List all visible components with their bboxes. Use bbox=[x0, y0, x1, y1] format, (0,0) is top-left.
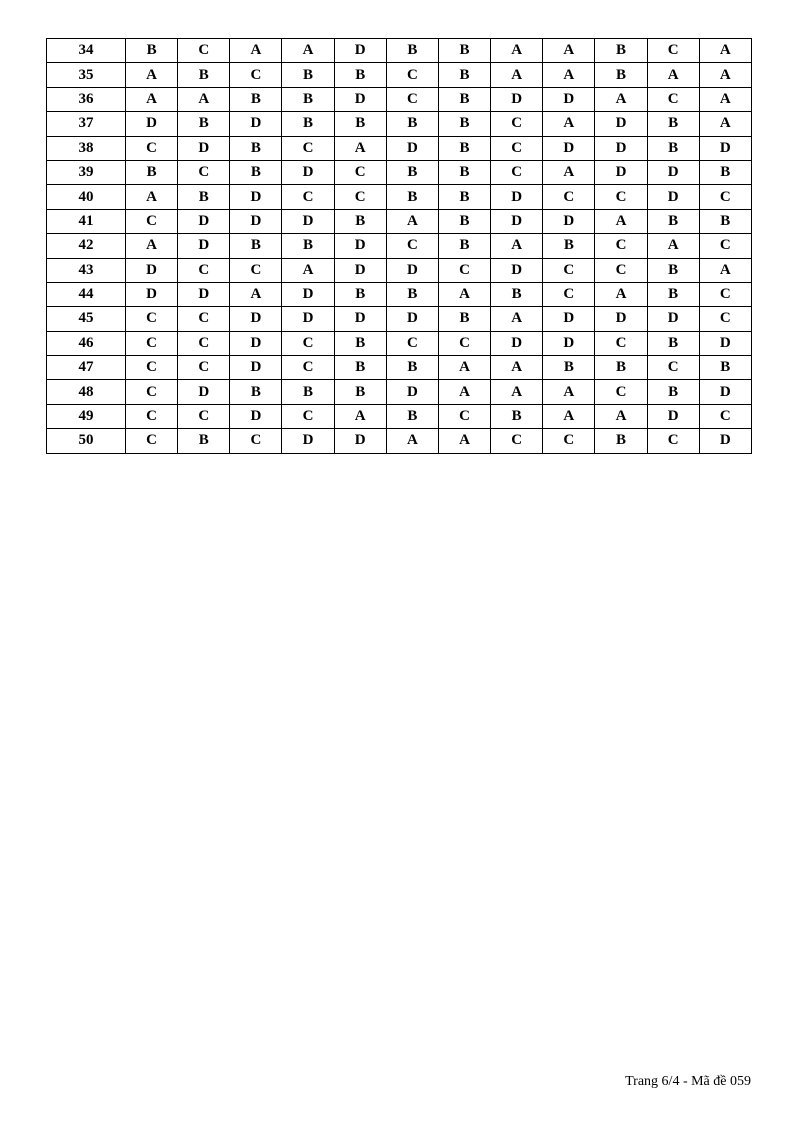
answer-cell: C bbox=[126, 356, 178, 380]
answer-cell: A bbox=[126, 87, 178, 111]
answer-cell: B bbox=[386, 356, 438, 380]
answer-cell: B bbox=[334, 112, 386, 136]
answer-cell: C bbox=[595, 380, 647, 404]
answer-cell: D bbox=[699, 331, 751, 355]
table-row bbox=[47, 429, 752, 453]
answer-cell: A bbox=[595, 282, 647, 306]
answer-cell: D bbox=[230, 112, 282, 136]
question-number: 37 bbox=[47, 112, 126, 136]
answer-cell: B bbox=[282, 380, 334, 404]
answer-cell: B bbox=[543, 356, 595, 380]
answer-cell: A bbox=[543, 404, 595, 428]
answer-cell: B bbox=[230, 160, 282, 184]
answer-cell: C bbox=[438, 258, 490, 282]
question-number: 39 bbox=[47, 160, 126, 184]
answer-cell: C bbox=[491, 112, 543, 136]
answer-cell: B bbox=[491, 282, 543, 306]
answer-cell: C bbox=[334, 160, 386, 184]
answer-cell: D bbox=[543, 87, 595, 111]
question-number: 45 bbox=[47, 307, 126, 331]
answer-cell: B bbox=[595, 39, 647, 63]
answer-cell: B bbox=[386, 404, 438, 428]
answer-cell: B bbox=[647, 136, 699, 160]
question-number: 40 bbox=[47, 185, 126, 209]
answer-cell: B bbox=[543, 234, 595, 258]
answer-cell: B bbox=[699, 209, 751, 233]
question-number: 36 bbox=[47, 87, 126, 111]
answer-cell: A bbox=[282, 258, 334, 282]
question-number: 41 bbox=[47, 209, 126, 233]
answer-cell: B bbox=[178, 429, 230, 453]
table-row bbox=[47, 331, 752, 355]
answer-cell: C bbox=[647, 39, 699, 63]
answer-cell: C bbox=[282, 185, 334, 209]
answer-cell: D bbox=[543, 136, 595, 160]
question-number: 50 bbox=[47, 429, 126, 453]
answer-cell: D bbox=[334, 307, 386, 331]
answer-cell: A bbox=[438, 356, 490, 380]
answer-cell: D bbox=[230, 331, 282, 355]
question-number: 49 bbox=[47, 404, 126, 428]
answer-cell: C bbox=[126, 380, 178, 404]
answer-cell: D bbox=[178, 136, 230, 160]
answer-cell: B bbox=[647, 258, 699, 282]
answer-cell: A bbox=[543, 39, 595, 63]
answer-cell: B bbox=[438, 185, 490, 209]
answer-cell: A bbox=[491, 234, 543, 258]
answer-cell: C bbox=[386, 331, 438, 355]
answer-cell: D bbox=[282, 307, 334, 331]
answer-cell: B bbox=[282, 112, 334, 136]
answer-cell: C bbox=[647, 429, 699, 453]
answer-cell: B bbox=[699, 160, 751, 184]
table-row bbox=[47, 356, 752, 380]
answer-cell: A bbox=[543, 380, 595, 404]
answer-cell: C bbox=[282, 404, 334, 428]
answer-cell: D bbox=[699, 380, 751, 404]
answer-cell: C bbox=[126, 307, 178, 331]
answer-cell: B bbox=[126, 39, 178, 63]
table-row bbox=[47, 160, 752, 184]
answer-cell: D bbox=[543, 307, 595, 331]
answer-cell: C bbox=[126, 331, 178, 355]
answer-cell: C bbox=[699, 234, 751, 258]
answer-cell: A bbox=[438, 282, 490, 306]
answer-cell: B bbox=[386, 282, 438, 306]
answer-cell: C bbox=[178, 39, 230, 63]
answer-cell: C bbox=[438, 331, 490, 355]
answer-cell: A bbox=[699, 258, 751, 282]
answer-cell: B bbox=[438, 87, 490, 111]
question-number: 44 bbox=[47, 282, 126, 306]
answer-cell: D bbox=[178, 380, 230, 404]
answer-cell: C bbox=[126, 209, 178, 233]
answer-cell: A bbox=[647, 63, 699, 87]
answer-cell: C bbox=[647, 87, 699, 111]
answer-cell: D bbox=[595, 307, 647, 331]
answer-cell: D bbox=[491, 331, 543, 355]
answer-cell: B bbox=[334, 63, 386, 87]
answer-cell: D bbox=[543, 209, 595, 233]
answer-cell: D bbox=[334, 87, 386, 111]
answer-cell: A bbox=[491, 307, 543, 331]
table-row bbox=[47, 39, 752, 63]
answer-cell: A bbox=[647, 234, 699, 258]
answer-cell: A bbox=[178, 87, 230, 111]
table-row bbox=[47, 112, 752, 136]
answer-cell: D bbox=[699, 429, 751, 453]
answer-cell: D bbox=[178, 209, 230, 233]
answer-cell: C bbox=[178, 307, 230, 331]
answer-cell: A bbox=[543, 160, 595, 184]
answer-cell: A bbox=[595, 209, 647, 233]
answer-cell: D bbox=[126, 282, 178, 306]
answer-cell: D bbox=[491, 209, 543, 233]
answer-cell: C bbox=[334, 185, 386, 209]
answer-cell: C bbox=[543, 429, 595, 453]
table-row bbox=[47, 234, 752, 258]
answer-cell: C bbox=[647, 356, 699, 380]
answer-cell: C bbox=[491, 160, 543, 184]
answer-cell: D bbox=[230, 356, 282, 380]
answer-cell: C bbox=[282, 331, 334, 355]
answer-cell: B bbox=[230, 87, 282, 111]
answer-cell: D bbox=[647, 404, 699, 428]
answer-cell: A bbox=[543, 63, 595, 87]
answer-cell: B bbox=[438, 307, 490, 331]
answer-cell: D bbox=[334, 234, 386, 258]
answer-cell: B bbox=[386, 112, 438, 136]
answer-cell: D bbox=[334, 258, 386, 282]
answer-cell: B bbox=[334, 356, 386, 380]
answer-cell: B bbox=[438, 234, 490, 258]
answer-cell: C bbox=[386, 87, 438, 111]
table-row bbox=[47, 404, 752, 428]
answer-cell: C bbox=[126, 429, 178, 453]
answer-cell: C bbox=[282, 356, 334, 380]
answer-cell: D bbox=[126, 112, 178, 136]
table-row bbox=[47, 282, 752, 306]
answer-cell: A bbox=[491, 356, 543, 380]
answer-cell: C bbox=[126, 404, 178, 428]
answer-cell: B bbox=[699, 356, 751, 380]
answer-cell: D bbox=[230, 185, 282, 209]
answer-cell: B bbox=[334, 331, 386, 355]
answer-cell: A bbox=[595, 87, 647, 111]
answer-cell: C bbox=[230, 258, 282, 282]
table-row bbox=[47, 307, 752, 331]
answer-cell: D bbox=[282, 429, 334, 453]
question-number: 48 bbox=[47, 380, 126, 404]
answer-cell: D bbox=[334, 429, 386, 453]
question-number: 46 bbox=[47, 331, 126, 355]
answer-cell: C bbox=[230, 63, 282, 87]
answer-cell: D bbox=[595, 112, 647, 136]
answer-cell: A bbox=[282, 39, 334, 63]
answer-cell: B bbox=[438, 160, 490, 184]
answer-cell: A bbox=[491, 39, 543, 63]
answer-cell: C bbox=[595, 185, 647, 209]
answer-cell: D bbox=[334, 39, 386, 63]
answer-cell: A bbox=[230, 282, 282, 306]
answer-cell: C bbox=[543, 258, 595, 282]
answer-cell: B bbox=[647, 112, 699, 136]
answer-cell: C bbox=[178, 356, 230, 380]
answer-cell: D bbox=[543, 331, 595, 355]
answer-cell: C bbox=[438, 404, 490, 428]
answer-cell: D bbox=[595, 160, 647, 184]
answer-cell: C bbox=[491, 429, 543, 453]
answer-cell: B bbox=[438, 112, 490, 136]
answer-cell: B bbox=[282, 234, 334, 258]
answer-cell: A bbox=[386, 209, 438, 233]
answer-cell: B bbox=[386, 160, 438, 184]
answer-cell: C bbox=[595, 331, 647, 355]
answer-cell: B bbox=[491, 404, 543, 428]
answer-cell: A bbox=[543, 112, 595, 136]
answer-cell: D bbox=[282, 282, 334, 306]
answer-cell: A bbox=[491, 63, 543, 87]
answer-cell: C bbox=[699, 185, 751, 209]
answer-cell: B bbox=[438, 63, 490, 87]
answer-cell: B bbox=[647, 282, 699, 306]
answer-cell: B bbox=[178, 63, 230, 87]
answer-cell: D bbox=[126, 258, 178, 282]
answer-cell: C bbox=[595, 234, 647, 258]
answer-cell: D bbox=[178, 234, 230, 258]
answer-cell: C bbox=[178, 404, 230, 428]
answer-cell: B bbox=[126, 160, 178, 184]
answer-cell: C bbox=[178, 331, 230, 355]
answer-cell: B bbox=[386, 185, 438, 209]
answer-cell: A bbox=[126, 234, 178, 258]
table-row bbox=[47, 258, 752, 282]
answer-cell: A bbox=[438, 380, 490, 404]
answer-cell: B bbox=[230, 234, 282, 258]
answer-cell: C bbox=[699, 282, 751, 306]
answer-cell: D bbox=[386, 380, 438, 404]
answer-cell: C bbox=[282, 136, 334, 160]
answer-cell: C bbox=[230, 429, 282, 453]
answer-cell: B bbox=[438, 209, 490, 233]
answer-cell: C bbox=[543, 185, 595, 209]
answer-cell: C bbox=[386, 234, 438, 258]
answer-cell: D bbox=[282, 160, 334, 184]
answer-cell: D bbox=[491, 185, 543, 209]
answer-cell: B bbox=[178, 112, 230, 136]
answer-cell: B bbox=[647, 209, 699, 233]
answer-cell: C bbox=[386, 63, 438, 87]
answer-cell: D bbox=[647, 307, 699, 331]
answer-cell: B bbox=[230, 380, 282, 404]
question-number: 34 bbox=[47, 39, 126, 63]
answer-cell: D bbox=[491, 87, 543, 111]
answer-cell: D bbox=[386, 307, 438, 331]
answer-cell: C bbox=[178, 258, 230, 282]
answer-cell: D bbox=[230, 404, 282, 428]
answer-cell: D bbox=[647, 185, 699, 209]
answer-cell: A bbox=[126, 185, 178, 209]
answer-cell: C bbox=[595, 258, 647, 282]
answer-cell: A bbox=[438, 429, 490, 453]
answer-cell: D bbox=[386, 136, 438, 160]
answer-cell: B bbox=[282, 87, 334, 111]
question-number: 43 bbox=[47, 258, 126, 282]
question-number: 38 bbox=[47, 136, 126, 160]
answer-cell: D bbox=[699, 136, 751, 160]
answer-cell: A bbox=[126, 63, 178, 87]
page-footer: Trang 6/4 - Mã đề 059 bbox=[625, 1074, 751, 1089]
answer-cell: B bbox=[386, 39, 438, 63]
answer-cell: C bbox=[491, 136, 543, 160]
table-row bbox=[47, 185, 752, 209]
answer-cell: C bbox=[699, 404, 751, 428]
answer-cell: B bbox=[334, 282, 386, 306]
answer-cell: A bbox=[699, 63, 751, 87]
answer-cell: B bbox=[438, 39, 490, 63]
answer-cell: D bbox=[178, 282, 230, 306]
answer-cell: B bbox=[334, 380, 386, 404]
answer-cell: B bbox=[282, 63, 334, 87]
answer-cell: A bbox=[491, 380, 543, 404]
answer-cell: A bbox=[334, 404, 386, 428]
answer-cell: C bbox=[543, 282, 595, 306]
answer-key-table bbox=[46, 38, 752, 454]
table-row bbox=[47, 87, 752, 111]
answer-cell: A bbox=[699, 112, 751, 136]
table-row bbox=[47, 63, 752, 87]
table-row bbox=[47, 209, 752, 233]
answer-cell: A bbox=[699, 39, 751, 63]
answer-cell: D bbox=[230, 209, 282, 233]
answer-cell: A bbox=[595, 404, 647, 428]
answer-table-body bbox=[47, 39, 752, 454]
answer-cell: B bbox=[595, 429, 647, 453]
table-row bbox=[47, 136, 752, 160]
answer-cell: C bbox=[126, 136, 178, 160]
answer-cell: D bbox=[230, 307, 282, 331]
answer-cell: A bbox=[386, 429, 438, 453]
answer-cell: D bbox=[595, 136, 647, 160]
answer-cell: B bbox=[647, 380, 699, 404]
answer-cell: B bbox=[595, 63, 647, 87]
answer-cell: D bbox=[491, 258, 543, 282]
answer-cell: B bbox=[438, 136, 490, 160]
answer-cell: A bbox=[699, 87, 751, 111]
table-row bbox=[47, 380, 752, 404]
answer-cell: A bbox=[230, 39, 282, 63]
answer-cell: C bbox=[178, 160, 230, 184]
question-number: 42 bbox=[47, 234, 126, 258]
answer-cell: B bbox=[595, 356, 647, 380]
answer-cell: B bbox=[178, 185, 230, 209]
answer-cell: A bbox=[334, 136, 386, 160]
answer-cell: B bbox=[230, 136, 282, 160]
answer-cell: D bbox=[282, 209, 334, 233]
answer-cell: B bbox=[647, 331, 699, 355]
answer-cell: D bbox=[647, 160, 699, 184]
answer-cell: D bbox=[386, 258, 438, 282]
answer-cell: B bbox=[334, 209, 386, 233]
question-number: 35 bbox=[47, 63, 126, 87]
answer-cell: C bbox=[699, 307, 751, 331]
question-number: 47 bbox=[47, 356, 126, 380]
